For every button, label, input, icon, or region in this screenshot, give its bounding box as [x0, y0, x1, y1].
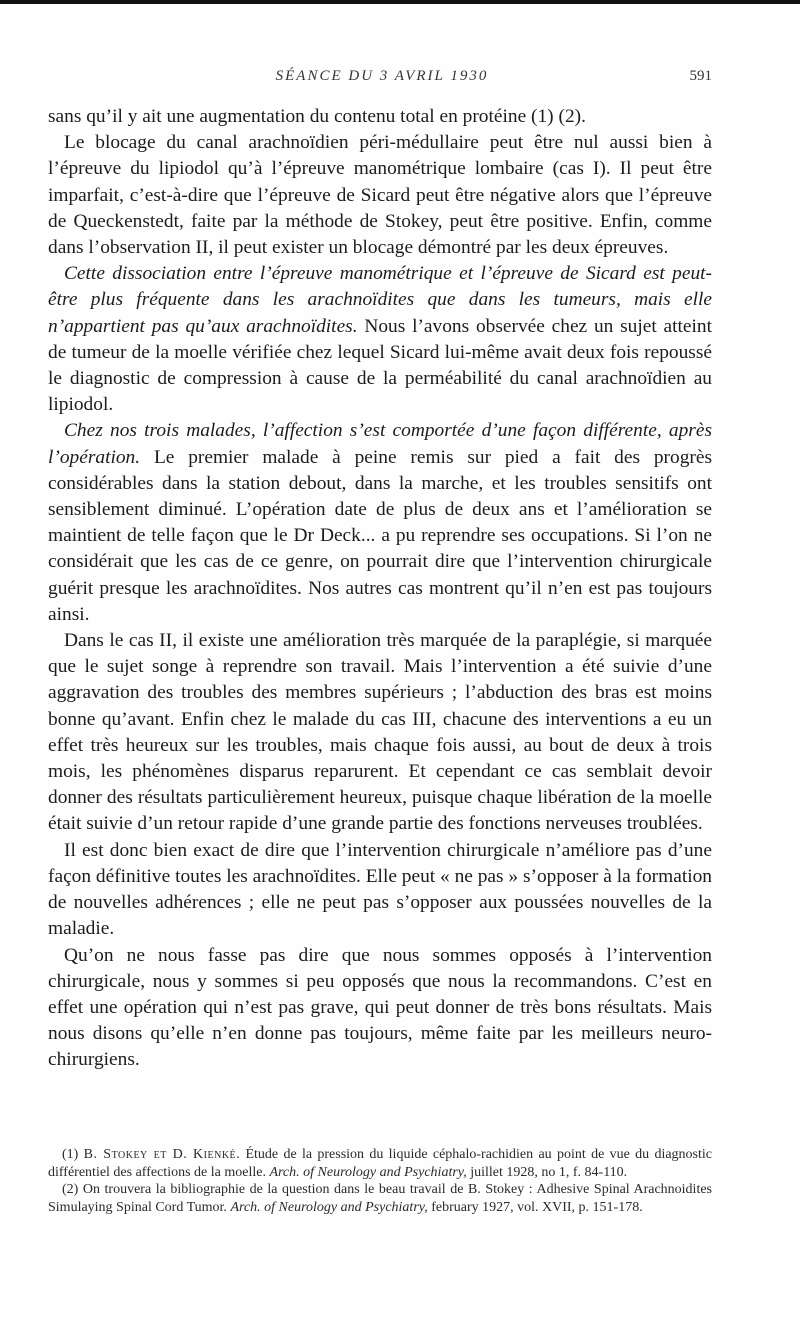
page-number: 591 — [689, 68, 712, 84]
footnote-1 — [48, 1146, 712, 1181]
footnote-2-text: (2) On trouvera la bibliographie de la question dans le beau travail de B. Stokey : Adhesive Spinal Arachnoidites Simulaying Spinal Cord Tumor. — [48, 1182, 712, 1215]
footnote-2 — [48, 1181, 712, 1216]
footnote-1-text: Étude de la pression du liquide céphalo-rachidien au point de vue du diagnostic différentiel des affections de la moelle. — [48, 1147, 712, 1180]
paragraph-4-italic: Chez nos trois malades, l’affection s’est comportée d’une façon différente, après l’opération. — [48, 420, 712, 468]
footnote-1-journal: Arch. of Neurology and Psychiatry, — [269, 1164, 467, 1180]
footnote-1-authors: B. Stokey et D. Kienké. — [83, 1147, 241, 1162]
footnote-2-journal: Arch. of Neurology and Psychiatry, — [230, 1199, 428, 1215]
paragraph-1: sans qu’il y ait une augmentation du contenu total en protéine (1) (2). — [48, 106, 586, 127]
paragraph-5: Dans le cas II, il existe une amélioration très marquée de la paraplégie, si marquée que le sujet songe à reprendre son travail. Mais l’intervention a été suivie d’une aggravation des troubles des membres supérieurs ; l’abduction des bras est moins bonne qu’avant. Enfin chez le malade du cas III, chacune des interventions a eu un effet très heureux sur les troubles, mais chaque fois aussi, au bout de deux à trois mois, les phénomènes disparus reparurent. Et cependant ce cas semblait devoir donner des résultats particulièrement heureux, puisque chaque libération de la moelle était suivie d’un retour rapide d’une grande partie des fonctions nerveuses troublées. — [48, 630, 712, 835]
footnote-1-marker: (1) — [62, 1147, 84, 1162]
footnote-1-ref: juillet 1928, no 1, f. 84-110. — [466, 1164, 628, 1180]
paragraph-2: Le blocage du canal arachnoïdien péri-médullaire peut être nul aussi bien à l’épreuve du lipiodol qu’à l’épreuve manométrique lombaire (cas I). Il peut être imparfait, c’est-à-dire que l’épreuve de Sicard peut être négative alors que l’épreuve de Queckenstedt, faite par la méthode de Stokey, peut être positive. Enfin, comme dans l’observation II, il peut exister un blocage démontré par les deux épreuves. — [48, 132, 712, 259]
paragraph-3 — [48, 261, 712, 418]
running-title: SÉANCE DU 3 AVRIL 1930 — [275, 68, 489, 84]
paragraph-4-rest: Le premier malade à peine remis sur pied a fait des progrès considérables dans la station debout, dans la marche, et les troubles sensitifs ont sensiblement diminué. L’opération date de plus de deux ans et l’amélioration se maintient de telle façon que le Dr Deck... a pu reprendre ses occupations. Si l’on ne considérait que les cas de ce genre, on pourrait dire que l’intervention chirurgicale guérit presque les arachnoïdites. Nos autres cas montrent qu’il n’en est pas toujours ainsi. — [48, 446, 712, 625]
paragraph-3-rest: Nous l’avons observée chez un sujet atteint de tumeur de la moelle vérifiée chez lequel Sicard lui-même avait deux fois repoussé le diagnostic de compression à cause de la perméabilité du canal arachnoïdien au lipiodol. — [48, 315, 712, 416]
footnote-2-ref: february 1927, vol. XVII, p. 151-178. — [427, 1199, 643, 1215]
top-edge-rule — [0, 0, 800, 4]
footnotes — [48, 1146, 712, 1216]
paragraph-3-italic: Cette dissociation entre l’épreuve manométrique et l’épreuve de Sicard est peut-être plus fréquente dans les arachnoïdites que dans les tumeurs, mais elle n’appartient pas qu’aux arachnoïdites. — [48, 263, 712, 337]
paragraph-6: Il est donc bien exact de dire que l’intervention chirurgicale n’améliore pas d’une façon définitive toutes les arachnoïdites. Elle peut « ne pas » s’opposer à la formation de nouvelles adhérences ; elle ne peut pas s’opposer aux poussées nouvelles de la maladie. — [48, 839, 712, 940]
body-text — [48, 104, 712, 1074]
paragraph-4 — [48, 418, 712, 628]
paragraph-7: Qu’on ne nous fasse pas dire que nous sommes opposés à l’intervention chirurgicale, nous y sommes si peu opposés que nous la recommandons. C’est en effet une opération qui n’est pas grave, qui peut donner de très bons résultats. Mais nous disons qu’elle n’en donne pas toujours, même faite par les meilleurs neuro-chirurgiens. — [48, 944, 712, 1071]
